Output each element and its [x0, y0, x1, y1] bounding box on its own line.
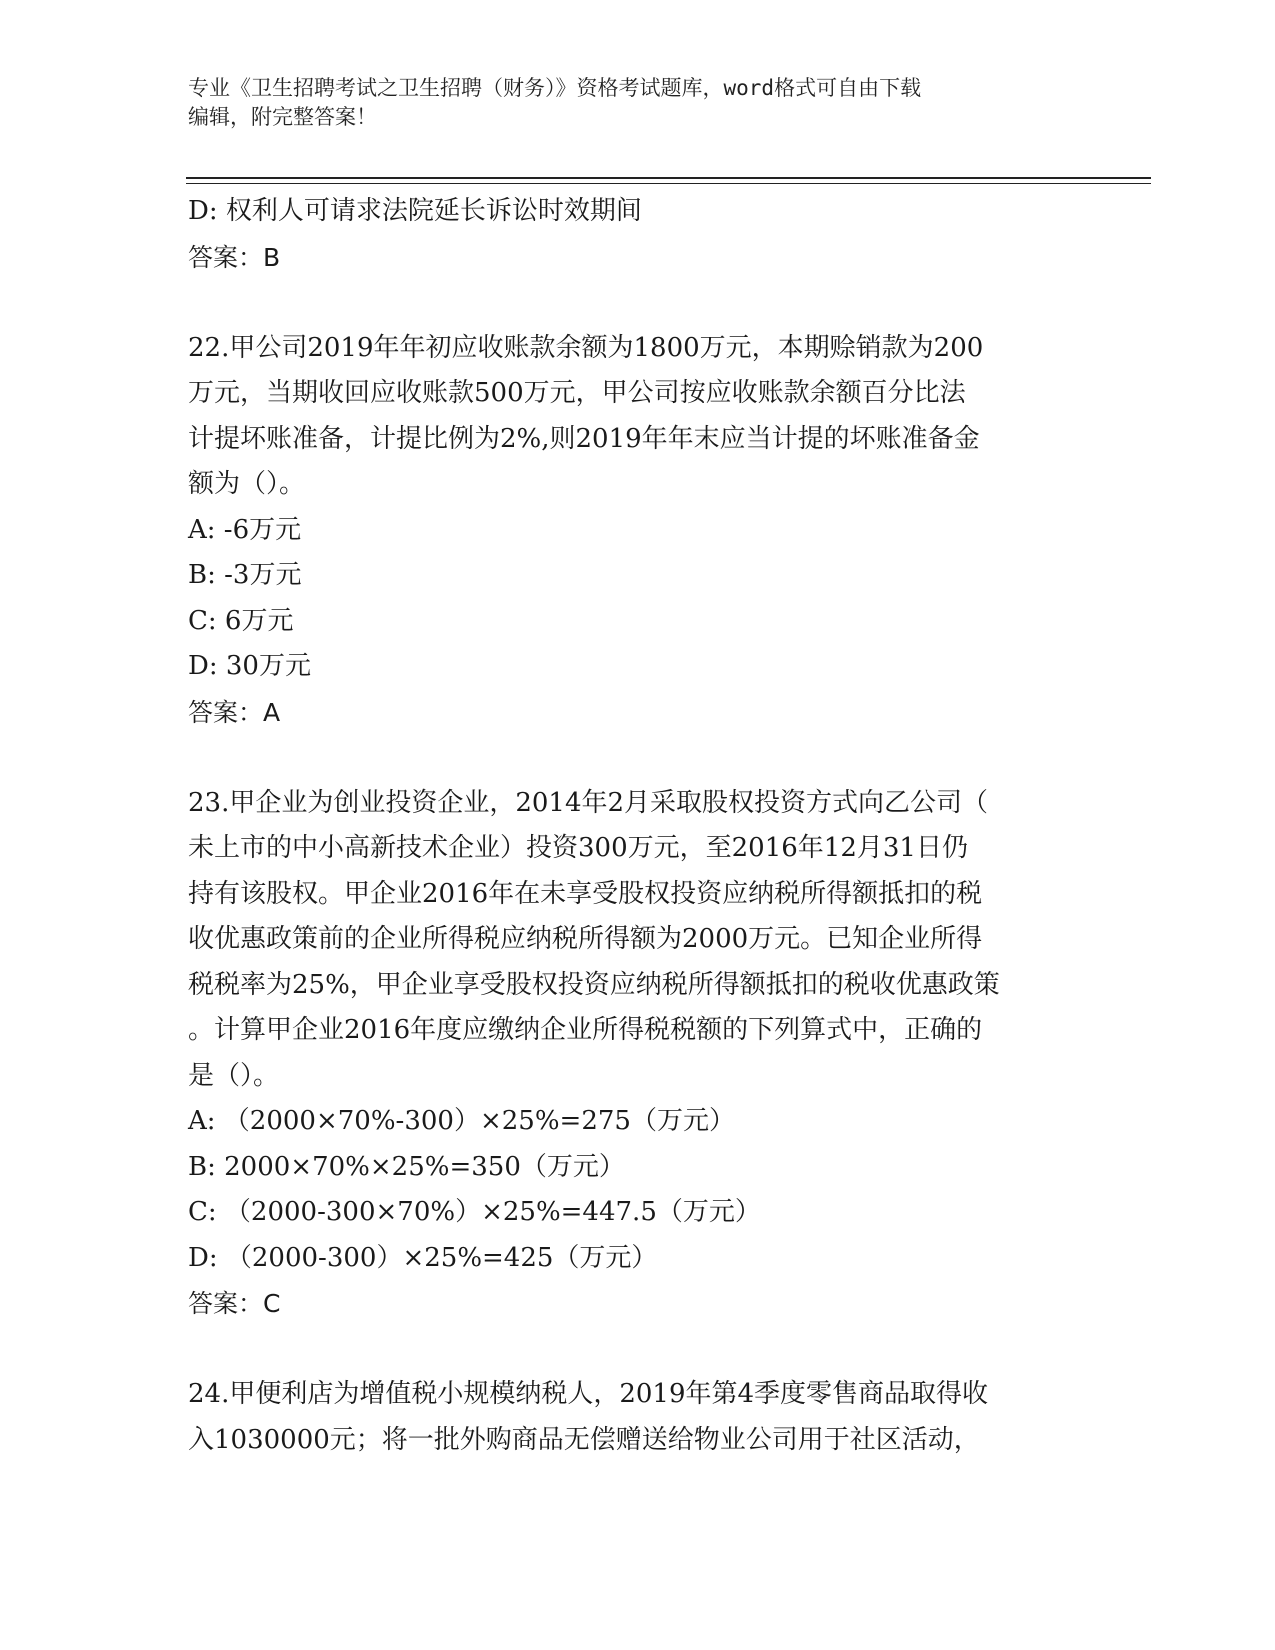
document-body	[188, 189, 1078, 1463]
question-stem-line: 税税率为25%，甲企业享受股权投资应纳税所得额抵扣的税收优惠政策	[188, 969, 1000, 1000]
question-stem-line: 23.甲企业为创业投资企业，2014年2月采取股权投资方式向乙公司（	[188, 787, 989, 818]
answer: 答案：C	[188, 1289, 281, 1318]
header-line: 编辑，附完整答案！	[188, 105, 377, 129]
option-a: A: （2000×70%-300）×25%=275（万元）	[188, 1106, 735, 1136]
option-d: D: 权利人可请求法院延长诉讼时效期间	[188, 196, 642, 226]
question-stem-line: 入1030000元；将一批外购商品无偿赠送给物业公司用于社区活动，	[188, 1424, 980, 1455]
question-stem-line: 24.甲便利店为增值税小规模纳税人，2019年第4季度零售商品取得收	[188, 1379, 989, 1409]
spacer	[188, 735, 1078, 781]
question-stem-line: 。计算甲企业2016年度应缴纳企业所得税税额的下列算式中，正确的	[188, 1015, 983, 1045]
question-stem-line: 未上市的中小高新技术企业）投资300万元，至2016年12月31日仍	[188, 833, 968, 863]
spacer	[188, 280, 1078, 326]
question-22	[188, 326, 1078, 736]
question-stem-line: 额为（）。	[188, 469, 306, 499]
option-d: D: （2000-300）×25%=425（万元）	[188, 1242, 658, 1273]
option-a: A: -6万元	[188, 514, 302, 545]
question-stem-line: 计提坏账准备，计提比例为2%,则2019年年末应当计提的坏账准备金	[188, 423, 980, 454]
answer: 答案：A	[188, 697, 281, 727]
question-stem-line: 持有该股权。甲企业2016年在未享受股权投资应纳税所得额抵扣的税	[188, 878, 983, 909]
header-divider	[186, 177, 1151, 179]
question-stem-line: 是（）。	[188, 1060, 280, 1091]
answer: 答案：B	[188, 242, 281, 272]
header-divider-thin	[186, 183, 1151, 184]
option-b: B: 2000×70%×25%=350（万元）	[188, 1151, 625, 1182]
question-stem-line: 万元，当期收回应收账款500万元，甲公司按应收账款余额百分比法	[188, 378, 966, 408]
option-c: C: 6万元	[188, 605, 294, 636]
document-header	[188, 74, 1088, 132]
question-24	[188, 1372, 1078, 1463]
option-d: D: 30万元	[188, 651, 311, 681]
option-c: C: （2000-300×70%）×25%=447.5（万元）	[188, 1197, 761, 1227]
question-23	[188, 781, 1078, 1327]
question-stem-line: 收优惠政策前的企业所得税应纳税所得额为2000万元。已知企业所得	[188, 924, 983, 954]
header-line: 专业《卫生招聘考试之卫生招聘（财务）》资格考试题库，word格式可自由下载	[188, 76, 922, 100]
question-stem-line: 22.甲公司2019年年初应收账款余额为1800万元，本期赊销款为200	[188, 332, 984, 363]
spacer	[188, 1327, 1078, 1373]
option-b: B: -3万元	[188, 560, 302, 590]
